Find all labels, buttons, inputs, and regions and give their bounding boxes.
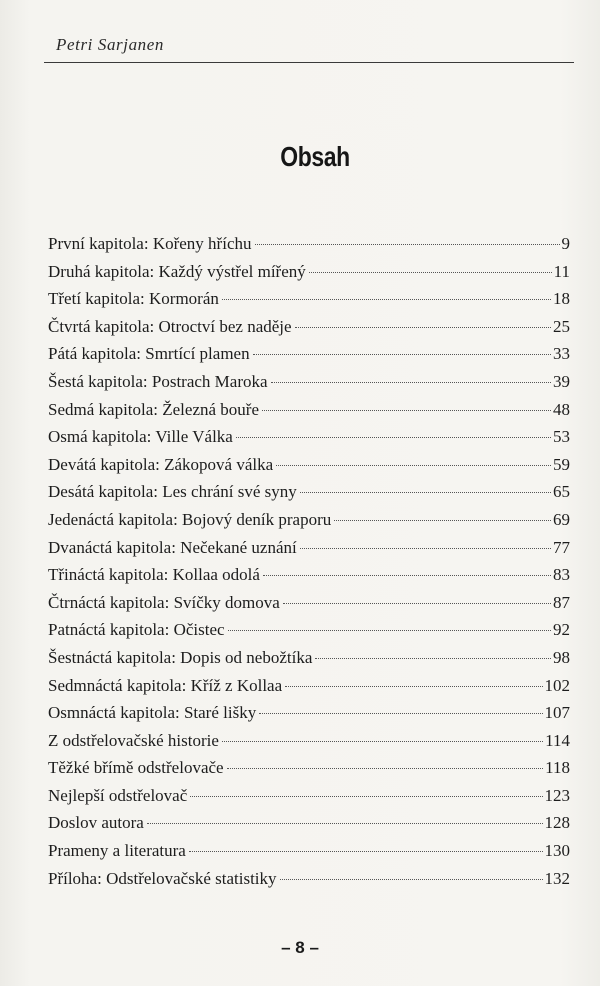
toc-entry: [48, 865, 570, 893]
toc-entry-title: Těžké břímě odstřelovače: [48, 758, 224, 778]
toc-entry: [48, 754, 570, 782]
toc-entry-page: 69: [553, 509, 570, 529]
toc-entry-page: 102: [544, 675, 570, 695]
toc-entry-page: 39: [553, 371, 570, 391]
toc-entry-title: Z odstřelovačské historie: [48, 730, 219, 750]
toc-entry-title: Dvanáctá kapitola: Nečekané uznání: [48, 537, 297, 557]
dot-leader: [295, 327, 551, 328]
dot-leader: [222, 299, 551, 300]
toc-entry-title: Druhá kapitola: Každý výstřel mířený: [48, 261, 306, 281]
dot-leader: [228, 630, 551, 631]
toc-entry-title: Čtrnáctá kapitola: Svíčky domova: [48, 592, 280, 612]
toc-entry: [48, 313, 570, 341]
toc-entry-page: 92: [553, 620, 570, 640]
toc-entry-page: 65: [553, 482, 570, 502]
dot-leader: [334, 520, 551, 521]
dot-leader: [300, 548, 551, 549]
toc-entry-title: Šestá kapitola: Postrach Maroka: [48, 371, 268, 391]
toc-entry-title: Nejlepší odstřelovač: [48, 785, 188, 805]
toc-entry-page: 118: [545, 758, 570, 778]
toc-entry: [48, 451, 570, 479]
dot-leader: [309, 272, 552, 273]
toc-entry-title: Desátá kapitola: Les chrání své syny: [48, 482, 297, 502]
toc-entry-title: Devátá kapitola: Zákopová válka: [48, 454, 274, 474]
toc-entry-title: Patnáctá kapitola: Očistec: [48, 620, 225, 640]
toc-entry-page: 53: [553, 427, 570, 447]
dot-leader: [285, 686, 542, 687]
toc-entry-page: 114: [545, 730, 570, 750]
toc-entry-page: 128: [544, 813, 570, 833]
header-rule: [44, 62, 574, 63]
dot-leader: [315, 658, 551, 659]
toc-entry-page: 132: [544, 868, 570, 888]
toc-entry: [48, 809, 570, 837]
toc-entry-title: Příloha: Odstřelovačské statistiky: [48, 868, 277, 888]
toc-entry: [48, 285, 570, 313]
toc-entry-title: Šestnáctá kapitola: Dopis od nebožtíka: [48, 647, 313, 667]
toc-entry: [48, 561, 570, 589]
toc-entry: [48, 368, 570, 396]
dot-leader: [147, 823, 543, 824]
toc-entry: [48, 589, 570, 617]
toc-entry-page: 130: [544, 841, 570, 861]
toc-entry: [48, 478, 570, 506]
page-title: Obsah: [280, 140, 350, 172]
dot-leader: [190, 796, 542, 797]
dot-leader: [222, 741, 543, 742]
dot-leader: [253, 354, 551, 355]
dot-leader: [255, 244, 560, 245]
toc-entry: [48, 644, 570, 672]
toc-entry-page: 87: [553, 592, 570, 612]
toc-entry-page: 77: [553, 537, 570, 557]
toc-entry-title: Čtvrtá kapitola: Otroctví bez naděje: [48, 316, 292, 336]
toc-entry-page: 25: [553, 316, 570, 336]
toc-entry: [48, 396, 570, 424]
dot-leader: [227, 768, 544, 769]
toc-entry: [48, 340, 570, 368]
dot-leader: [236, 437, 551, 438]
toc-entry: [48, 230, 570, 258]
toc-entry-page: 107: [544, 703, 570, 723]
toc-entry-title: Sedmnáctá kapitola: Kříž z Kollaa: [48, 675, 283, 695]
toc-entry: [48, 258, 570, 286]
toc-entry-page: 83: [553, 565, 570, 585]
toc-entry-title: Prameny a literatura: [48, 841, 186, 861]
dot-leader: [280, 879, 543, 880]
toc-entry-page: 33: [553, 344, 570, 364]
toc-entry: [48, 727, 570, 755]
toc-entry-page: 48: [553, 399, 570, 419]
table-of-contents: [48, 230, 570, 892]
dot-leader: [300, 492, 551, 493]
toc-entry-title: Osmá kapitola: Ville Válka: [48, 427, 233, 447]
toc-entry-title: Třináctá kapitola: Kollaa odolá: [48, 565, 260, 585]
dot-leader: [283, 603, 551, 604]
toc-entry-page: 123: [544, 785, 570, 805]
toc-entry-page: 9: [561, 234, 570, 253]
toc-entry-page: 18: [553, 289, 570, 309]
toc-entry-title: Pátá kapitola: Smrtící plamen: [48, 344, 250, 364]
dot-leader: [262, 410, 551, 411]
toc-entry-page: 11: [553, 261, 570, 281]
toc-entry: [48, 423, 570, 451]
toc-entry-title: Třetí kapitola: Kormorán: [48, 289, 219, 309]
toc-entry-title: Osmnáctá kapitola: Staré lišky: [48, 703, 257, 723]
toc-entry: [48, 506, 570, 534]
toc-entry-title: Doslov autora: [48, 813, 144, 833]
toc-entry: [48, 672, 570, 700]
toc-entry: [48, 616, 570, 644]
toc-entry: [48, 837, 570, 865]
toc-entry-title: Jedenáctá kapitola: Bojový deník praporu: [48, 509, 332, 529]
toc-entry: [48, 699, 570, 727]
toc-entry-title: Sedmá kapitola: Železná bouře: [48, 399, 259, 419]
page-number: – 8 –: [281, 938, 319, 957]
dot-leader: [259, 713, 542, 714]
dot-leader: [189, 851, 543, 852]
toc-entry: [48, 782, 570, 810]
toc-entry-title: První kapitola: Kořeny hříchu: [48, 234, 252, 253]
dot-leader: [271, 382, 551, 383]
dot-leader: [263, 575, 551, 576]
toc-entry-page: 59: [553, 454, 570, 474]
toc-entry-page: 98: [553, 647, 570, 667]
toc-entry: [48, 534, 570, 562]
dot-leader: [276, 465, 551, 466]
running-head: Petri Sarjanen: [56, 35, 165, 54]
